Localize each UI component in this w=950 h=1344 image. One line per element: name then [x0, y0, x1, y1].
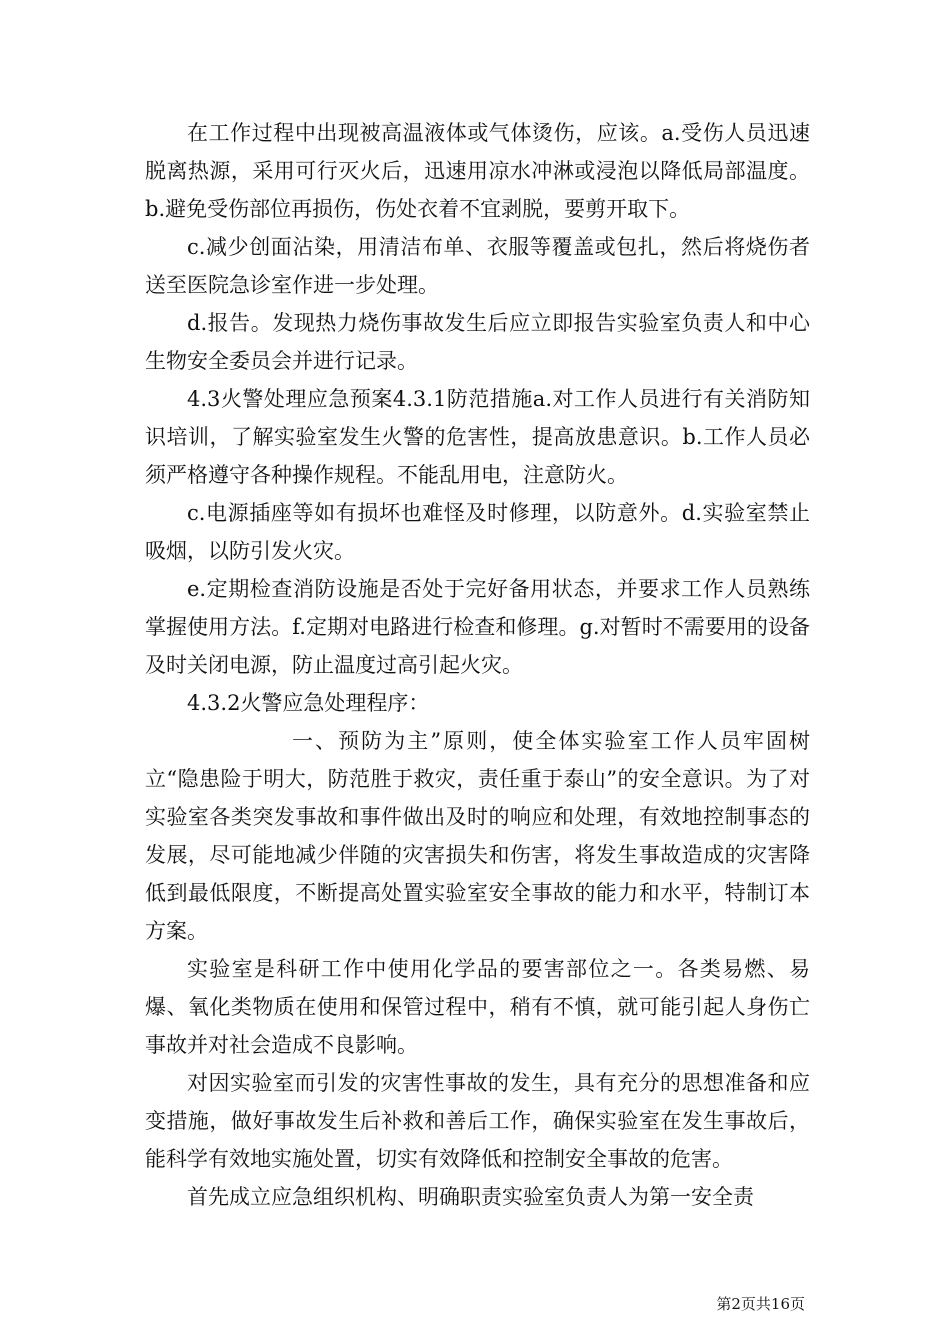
paragraph-wound-care: c.减少创面沾染，用清洁布单、衣服等覆盖或包扎，然后将烧伤者送至医院急诊室作进一步处理。	[145, 235, 810, 297]
paragraph-sockets-smoking: c.电源插座等如有损坏也难怪及时修理，以防意外。d.实验室禁止吸烟，以防引发火灾。	[145, 501, 810, 563]
paragraph-organization: 首先成立应急组织机构、明确职责实验室负责人为第一安全责	[187, 1185, 754, 1209]
section-heading-fire-procedure: 4.3.2火警应急处理程序：	[187, 691, 430, 715]
paragraph-inspection: e.定期检查消防设施是否处于完好备用状态，并要求工作人员熟练掌握使用方法。f.定期对电路进行检查和修理。g.对暂时不需要用的设备及时关闭电源，防止温度过高引起火灾。	[145, 577, 810, 677]
page-number: 第2页共16页	[716, 1295, 805, 1313]
paragraph-preparedness: 对因实验室而引发的灾害性事故的发生，具有充分的思想准备和应变措施，做好事故发生后补救和善后工作，确保实验室在发生事故后，能科学有效地实施处置，切实有效降低和控制安全事故的危害。	[145, 1071, 810, 1171]
paragraph-report: d.报告。发现热力烧伤事故发生后应立即报告实验室负责人和中心生物安全委员会并进行记录。	[145, 311, 810, 373]
body-text	[145, 114, 810, 1216]
paragraph-burn-steps: 在工作过程中出现被高温液体或气体烫伤，应该。a.受伤人员迅速脱离热源，采用可行灭火后，迅速用凉水冲淋或浸泡以降低局部温度。b.避免受伤部位再损伤，伤处衣着不宜剥脱，要剪开取下。	[145, 121, 810, 221]
paragraph-prevention-principle: 一、预防为主”原则，使全体实验室工作人员牢固树立“隐患险于明大，防范胜于救灾，责任重于泰山”的安全意识。为了对实验室各类突发事故和事件做出及时的响应和处理，有效地控制事态的发展，尽可能地减少伴随的灾害损失和伤害，将发生事故造成的灾害降低到最低限度，不断提高处置实验室安全事故的能力和水平，特制订本方案。	[145, 729, 810, 943]
paragraph-lab-hazard: 实验室是科研工作中使用化学品的要害部位之一。各类易燃、易爆、氧化类物质在使用和保管过程中，稍有不慎，就可能引起人身伤亡事故并对社会造成不良影响。	[145, 957, 810, 1057]
paragraph-fire-prevention: 4.3火警处理应急预案4.3.1防范措施a.对工作人员进行有关消防知识培训，了解实验室发生火警的危害性，提高放患意识。b.工作人员必须严格遵守各种操作规程。不能乱用电，注意防火。	[145, 387, 810, 487]
